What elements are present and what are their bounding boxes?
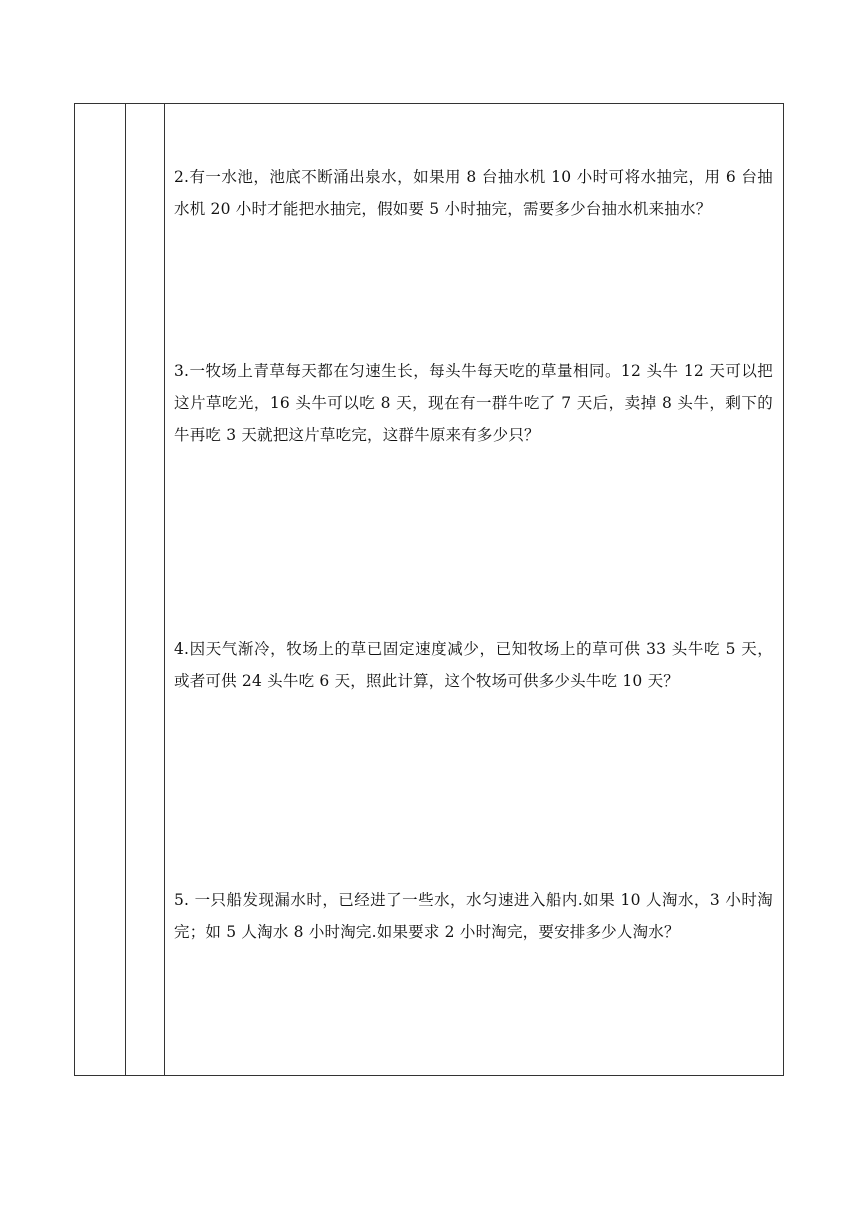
column-divider bbox=[125, 104, 126, 1075]
problem-3: 3.一牧场上青草每天都在匀速生长，每头牛每天吃的草量相同。12 头牛 12 天可以把这片草吃光，16 头牛可以吃 8 天，现在有一群牛吃了 7 天后，卖掉 8 头牛，剩下的牛再吃 3 天就把这片草吃完，这群牛原来有多少只？ bbox=[174, 362, 773, 444]
problem-5: 5. 一只船发现漏水时，已经进了一些水，水匀速进入船内.如果 10 人淘水，3 小时淘完；如 5 人淘水 8 小时淘完.如果要求 2 小时淘完，要安排多少人淘水？ bbox=[174, 891, 773, 941]
problem-2: 2.有一水池，池底不断涌出泉水，如果用 8 台抽水机 10 小时可将水抽完，用 6 台抽水机 20 小时才能把水抽完，假如要 5 小时抽完，需要多少台抽水机来抽水？ bbox=[174, 168, 773, 218]
worksheet-table bbox=[74, 103, 784, 1076]
problems-cell bbox=[165, 104, 783, 1075]
problem-4: 4.因天气渐冷，牧场上的草已固定速度减少，已知牧场上的草可供 33 头牛吃 5 天，或者可供 24 头牛吃 6 天，照此计算，这个牧场可供多少头牛吃 10 天？ bbox=[174, 640, 773, 690]
